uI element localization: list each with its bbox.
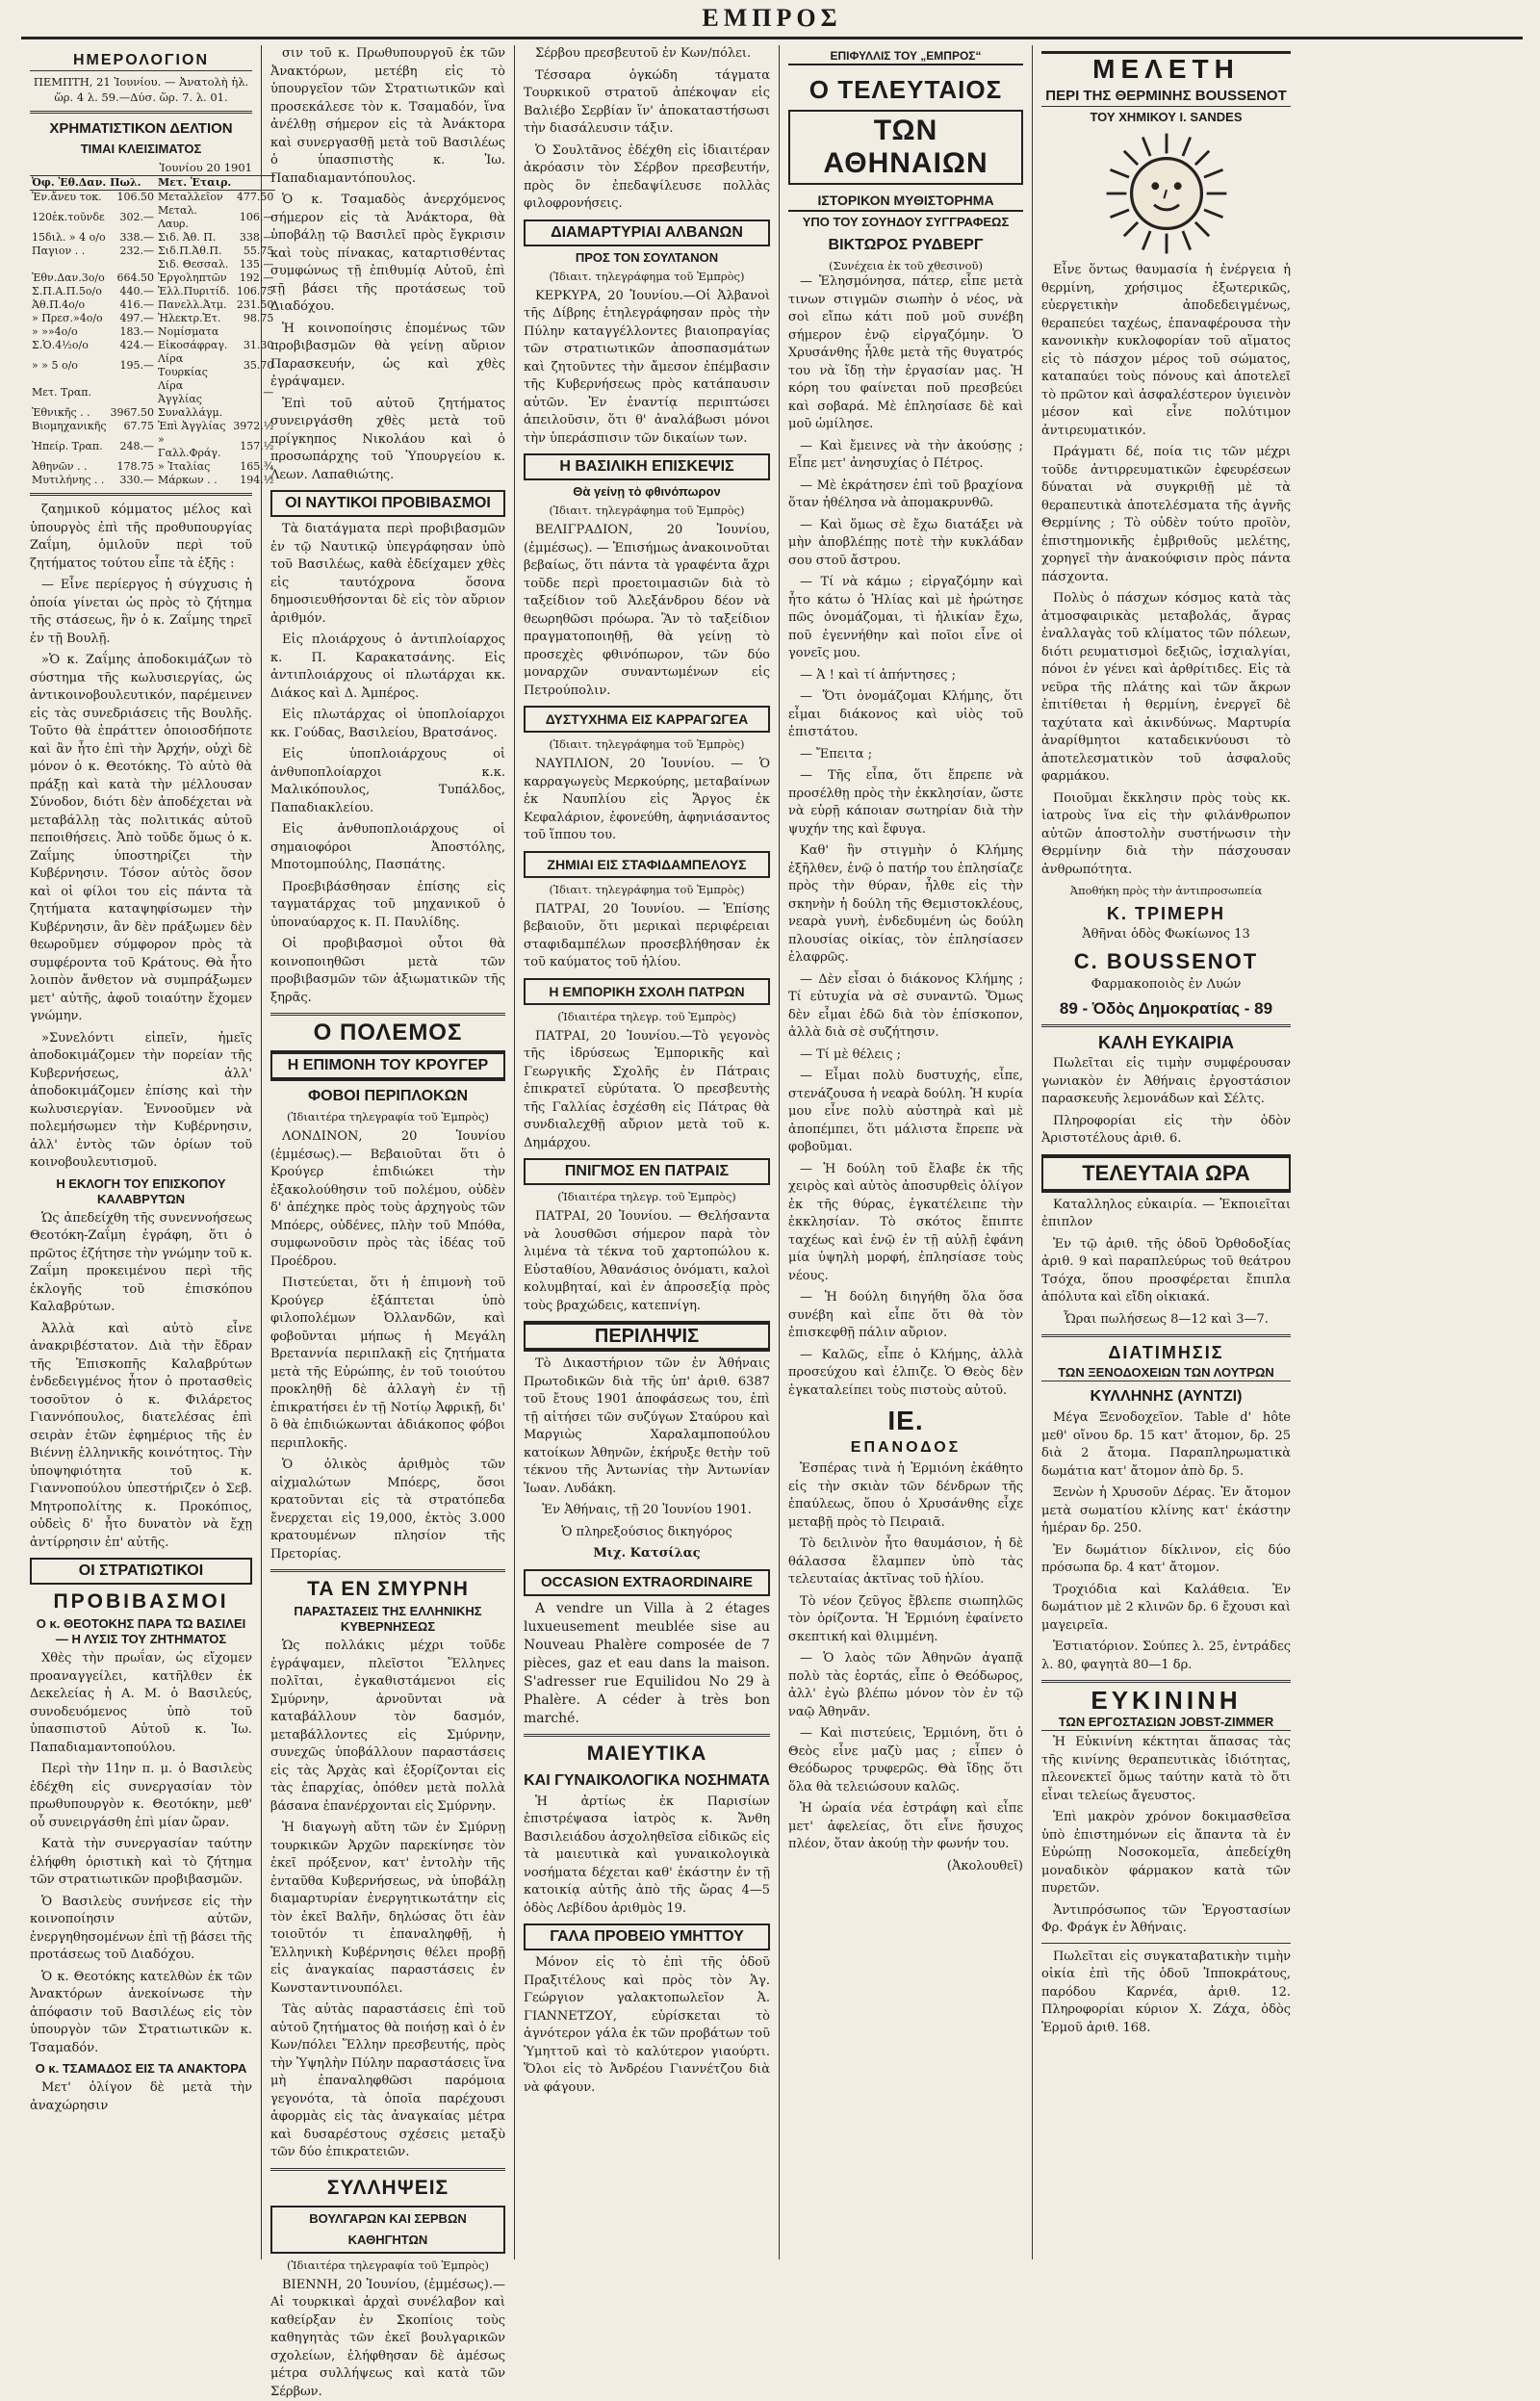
table-cell: 178.75 [108,460,156,474]
table-cell: 416.— [108,298,156,312]
headline-boxed: ΟΙ ΝΑΥΤΙΚΟΙ ΠΡΟΒΙΒΑΣΜΟΙ [270,490,505,517]
table-cell: » Γαλλ.Φράγ. [156,433,231,460]
table-header: Μετ. Ἑταιρ. [156,176,275,191]
article-paragraph: Ὁ Βασιλεὺς συνήνεσε εἰς τὴν κοινοποίησιν αὐτῶν, ἐνεργηθησομένων ἐπὶ τῇ βάσει τῆς προτάσεως τοῦ Διαδόχου. [30,1894,252,1965]
ad-subtitle: ΤΩΝ ΕΡΓΟΣΤΑΣΙΩΝ JOBST-ZIMMER [1041,1715,1291,1731]
headline-boxed: Η ΕΜΠΟΡΙΚΗ ΣΧΟΛΗ ΠΑΤΡΩΝ [524,978,770,1005]
article-paragraph: Τέσσαρα ὀγκώδη τάγματα Τουρκικοῦ στρατοῦ ἀπέκοψαν εἰς Βαλιέβο Σερβίαν ἵν' ἀποκαταστήσωσι τὴν διασάλευσιν τάξιν. [524,67,770,139]
headline: ΜΑΙΕΥΤΙΚΑ [524,1743,770,1766]
article-paragraph: ΚΕΡΚΥΡΑ, 20 Ἰουνίου.—Οἱ Ἀλβανοὶ τῆς Δίβρης ἐτηλεγράφησαν πρὸς τὴν Πύλην καταγγέλλοντες βιαιοπραγίας τῶν στρατιωτικῶν ἀποσπασμάτων καὶ ζητοῦντες τὴν ἄμεσον ἐπέμβασιν τῆς Κυβερνήσεως πρὸς κατάπαυσιν αὐτῶν. Ἐν ἐναντίᾳ περιπτώσει ἀπειλοῦσιν, ὅτι θ' ἀναλάβωσι μόνοι τὴν ὑπεράσπισιν τῶν δικαίων των. [524,288,770,449]
article-paragraph: Εἰς πλωτάρχας οἱ ὑποπλοίαρχοι κκ. Γούδας, Βασιλείου, Βρατσάνος. [270,707,505,742]
table-row [30,271,275,285]
table-cell: Ἠπείρ. Τραπ. [30,433,108,460]
subheadline: ΠΑΡΑΣΤΑΣΕΙΣ ΤΗΣ ΕΛΛΗΝΙΚΗΣ ΚΥΒΕΡΝΗΣΕΩΣ [270,1604,505,1635]
article-paragraph: ΠΑΤΡΑΙ, 20 Ἰουνίου. — Ἐπίσης βεβαιοῦν, ὅτι μερικαὶ περιφέρειαι σταφιδαμπέλων προσεβλήθησαν ἐκ τοῦ καύματος τοῦ ἡλίου. [524,901,770,972]
table-cell: 35.70 [231,352,275,379]
calendar-title: ΗΜΕΡΟΛΟΓΙΟΝ [30,51,252,71]
serial-paragraph: — Ἑλησμόνησα, πάτερ, εἶπε μετὰ τινων στιγμῶν σιωπὴν ὁ νέος, νὰ σοὶ εἴπω κάτι ποῦ μοῦ συνέβη σήμερον ἐνῷ εἰργαζόμην. Ὁ Χρυσάνθης ἦλθε μετὰ τῆς θυγατρός του νὰ ἴδῃ τὴν ἐργασίαν μας. Ἡ κόρη του φαίνεται ποῦ πρεσβεύει καὶ σοβαρά. Μὲ ἐπλησίασε δὲ καὶ μοῦ ὡμίλησε. [788,273,1023,434]
table-cell: 157.½ [231,433,275,460]
ad-paragraph: Πράγματι δέ, ποία τις τῶν μέχρι τοῦδε ἀντιρρευματικῶν ἐφευρέσεων δύναται νὰ συγκριθῇ μὲ τὰ θεραπευτικὰ ἀποτελέσματα τῆς ἁγνῆς Θερμίνης ; Τὸ οὐδὲν τούτο προϊὸν, ἐπιστημονικῆς ἐμβριθοῦς μελέτης, χορηγεῖ τὴν ἀνακούφισιν πρὸς πάντα πάσχοντα. [1041,444,1291,586]
article-paragraph: Τὰς αὐτὰς παραστάσεις ἐπὶ τοῦ αὐτοῦ ζητήματος θὰ ποιήσῃ καὶ ὁ ἐν Κων/πόλει Ἕλλην πρεσβευτής, πρὸς τὴν Ὑψηλὴν Πύλην παραστάσεις ἵνα μὴ ἐπαναληφθῶσι παρόμοια γεγονότα, τὰ ὁποῖα παρέχουσι ἀφορμὰς εἰς τὰς ἀναγκαίας μέτρα καὶ δυσαρέστους σχέσεις μεταξὺ τῶν δύο ἐπικρατειῶν. [270,2001,505,2162]
table-cell: 440.— [108,285,156,298]
ad-paragraph: Πληροφορίαι εἰς τὴν ὁδὸν Ἀριστοτέλους ἀριθ. 6. [1041,1113,1291,1149]
ad-subtitle: ΤΟΥ ΧΗΜΙΚΟΥ Ι. SANDES [1041,110,1291,125]
table-cell: 120ἑκ.τοῦνδε [30,204,108,231]
ad-subtitle: ΠΕΡΙ ΤΗΣ ΘΕΡΜΙΝΗΣ BOUSSENOT [1041,87,1291,107]
article-paragraph: Ἐπὶ τοῦ αὐτοῦ ζητήματος συνειργάσθη χθὲς μετὰ τοῦ πρίγκηπος Νικολάου καὶ ὁ προσωπάρχης τοῦ Ὑπουργείου κ. Λεων. Λαπαθιώτης. [270,396,505,485]
article-paragraph: Εἰς πλοιάρχους ὁ ἀντιπλοίαρχος κ. Π. Καρακατσάνης. Εἰς ἀντιπλοιάρχους οἱ πλωτάρχαι κκ. Διάκος καὶ Δ. Ἀμπέρος. [270,632,505,703]
subheadline: ΠΡΟΣ ΤΟΝ ΣΟΥΛΤΑΝΟΝ [524,250,770,266]
chapter-title: ΕΠΑΝΟΔΟΣ [788,1438,1023,1458]
divider [1041,1943,1291,1944]
column-3 [515,45,780,2259]
financial-subtitle: ΤΙΜΑΙ ΚΛΕΙΣΙΜΑΤΟΣ [30,142,252,157]
divider [1041,1680,1291,1683]
headline-boxed: ΔΙΑΜΑΡΤΥΡΙΑΙ ΑΛΒΑΝΩΝ [524,219,770,246]
table-cell: 183.— [108,325,156,339]
table-cell: 31.30 [231,339,275,352]
divider [1041,1024,1291,1027]
table-cell: Ἀθ.Π.4ο/ο [30,298,108,312]
serial-paragraph: Ἡ ὡραία νέα ἐστράφη καὶ εἶπε μετ' ἀφελείας, ὅτι εἶνε ἤσυχος πλέον, ὅταν ἀκούῃ τὴν φωνήν του. [788,1800,1023,1854]
ad-title: ΚΑΛΗ ΕΥΚΑΙΡΙΑ [1041,1033,1291,1052]
ad-paragraph: Μέγα Ξενοδοχεῖον. Table d' hôte μεθ' οἴνου δρ. 15 κατ' ἄτομον, δρ. 25 διὰ 2 ἄτομα. Παραπληρωματικὰ δωμάτια κατ' ἄτομον ἀπὸ δρ. 5. [1041,1409,1291,1481]
table-cell: Μυτιλήνης . . [30,474,108,487]
article-paragraph: Ἡ διαγωγὴ αὕτη τῶν ἐν Σμύρνῃ τουρκικῶν Ἀρχῶν παρεκίνησε τὸν ἐκεῖ πρόξενον, κατ' ἐντολὴν τῆς ἐνταῦθα Κυβερνήσεως, νὰ ὑποβάλῃ διαμαρτυρίαν ἐνεργητικωτάτην εἰς τὸν ἐκεῖ Βαλῆν, δηλώσας ὅτι ἐὰν τοιοῦτόν τι ἐπαναληφθῇ, ἡ Ἑλληνικὴ Κυβέρνησις θέλει προβῇ εἰς ἀναγκαίας παραστάσεις ἐν Κωνσταντινουπόλει. [270,1820,505,1998]
ad-title: ΕΥΚΙΝΙΝΗ [1041,1689,1291,1712]
table-row [30,474,275,487]
serial-paragraph: Τὸ νέον ζεῦγος ἔβλεπε σιωπηλῶς τὸν ὁρίζοντα. Ἡ Ἑρμιόνη ἐφαίνετο σκεπτική καὶ θλιμμένη. [788,1593,1023,1647]
table-row [30,420,275,433]
table-header: Ὀφ. Ἐθ.Δαν. Πωλ. [30,176,156,191]
headline-boxed: ΖΗΜΙΑΙ ΕΙΣ ΣΤΑΦΙΔΑΜΠΕΛΟΥΣ [524,851,770,878]
table-cell: 106.50 [108,191,156,205]
serial-paragraph: Τὸ δειλινὸν ἦτο θαυμάσιον, ἡ δὲ θάλασσα ἔλαμπεν ὑπὸ τὰς τελευταίας ἀκτῖνας τοῦ ἡλίου. [788,1536,1023,1589]
table-cell: Ἐργοληπτῶν [156,271,231,285]
column-5 [1033,45,1299,2259]
headline-boxed: Η ΒΑΣΙΛΙΚΗ ΕΠΙΣΚΕΨΙΣ [524,453,770,480]
article-paragraph: Ὁ πληρεξούσιος δικηγόρος [524,1524,770,1542]
column-4 [780,45,1033,2259]
serial-paragraph: — Δὲν εἶσαι ὁ διάκονος Κλήμης ; Τί εὐτυχία νὰ σὲ συναντῶ. Ὅμως δὲν εἶμαι ἐδῶ διὰ τὸν ἐπίσκοπον, ἀλλὰ διὰ σὲ συζήτησιν. [788,971,1023,1043]
table-cell: 338.— [108,231,156,245]
serial-paragraph: — Εἶμαι πολὺ δυστυχής, εἶπε, στενάζουσα ἡ νεαρὰ δούλη. Ἡ κυρία μου εἶνε πολὺ αὐστηρὰ καὶ μὲ ἀποπέμπει, ὅτι μάλιστα ἔπρεπε νὰ φοβοῦμαι. [788,1068,1023,1157]
table-cell: Σιδ. Θεσσαλ. [156,258,231,271]
serial-paragraph: — Ἡ δούλη τοῦ ἔλαβε ἐκ τῆς χειρὸς καὶ αὐτὸς ἀποσυρθεὶς ὀλίγον ἐκ τῆς θύρας, ἐγκατέλειπε τὴν ἐκκλησίαν. Τὸ σκότος ἔπιπτε ταχέως καὶ ἐνῷ ἐν τῇ αὐλῇ ἐφάνη μία ὑψηλὴ μορφή, ἐπλησίασε τοὺς νέους. [788,1161,1023,1286]
table-cell [108,379,156,406]
table-cell: Νομίσματα [156,325,231,339]
article-paragraph: σιν τοῦ κ. Πρωθυπουργοῦ ἐκ τῶν Ἀνακτόρων, μετέβη εἰς τὸ ὑπουργεῖον τῶν Στρατιωτικῶν καὶ προσεκάλεσε τὸν κ. Τσαμαδόν, ἵνα ἀνέλθῃ σήμερον εἰς τὰ Ἀνάκτορα καὶ συνεργασθῇ μετὰ τοῦ Βασιλέως ὁ ὑπασπιστὴς κ. Ἰω. Παπαδιαμαντόπουλος. [270,45,505,188]
table-row [30,379,275,406]
article-paragraph: ΛΟΝΔΙΝΟΝ, 20 Ἰουνίου (ἐμμέσως).— Βεβαιοῦται ὅτι ὁ Κρούγερ ἐπιδιώκει τὴν ἐξακολούθησιν τοῦ πολέμου, οὐδὲν δ' ἀπέχηκε πρὸς τοὺς ἀρχηγοὺς τῶν Μπόερς, οὐδένες, πλὴν τοῦ Μπόθα, συμφωνοῦσιν πρὸς τὰς ἰδέας τοῦ Προέδρου. [270,1128,505,1271]
table-cell: Λίρα Ἀγγλίας [156,379,231,406]
table-cell [108,258,156,271]
table-row [30,433,275,460]
table-row [30,245,275,258]
ad-brand: C. BOUSSENOT [1041,950,1291,973]
ad-paragraph: Εἶνε ὅντως θαυμασία ἡ ἐνέργεια ἡ θερμίνη, χρήσιμος ἐξωτερικῶς, εὐεργετικὴν ἀποδεδειγμένως, θεραπεύει ταχέως, ἐπαναφέρουσα τὴν κανονικὴν κυκλοφορίαν τοῦ αἵματος εἰς τὸ πάσχον μέρος τοῦ σώματος, καταπαύει τοὺς πόνους καὶ ἀποτελεῖ τὸ πρῶτον καὶ ἀσφαλέστερον ὑγιεινὸν μέσον καὶ εἶνε πολύτιμον ἀντιρευματικόν. [1041,262,1291,440]
article-paragraph: Εἰς ὑποπλοιάρχους οἱ ἀνθυποπλοίαρχοι κ.κ. Μαλικόπουλος, Τυπάλδος, Παπαδιακλείου. [270,746,505,817]
market-table [30,175,275,487]
table-row [30,312,275,325]
ad-name: Κ. ΤΡΙΜΕΡΗ [1041,904,1291,923]
table-cell: » »»4ο/ο [30,325,108,339]
table-cell: Σιδ. Ἀθ. Π. [156,231,231,245]
ad-paragraph: Ἐν δωμάτιον δίκλινον, εἰς δύο πρόσωπα δρ. 4 κατ' ἄτομον. [1041,1542,1291,1578]
table-cell: 55.75 [231,245,275,258]
table-cell: » Πρεσ.»4ο/ο [30,312,108,325]
table-row [30,352,275,379]
table-cell: » Ἰταλίας [156,460,231,474]
table-cell: Σιδ.Π.Ἀθ.Π. [156,245,231,258]
article-paragraph: »Συνελόντι εἰπεῖν, ἡμεῖς ἀποδοκιμάζομεν τὴν πορείαν τῆς Κυβερνήσεως, ἀλλ' ἀποδοκιμάζομεν ἐπίσης καὶ τὴν κωλυσιεργίαν. Ἐννοοῦμεν νὰ πολεμήσωμεν τὴν Κυβέρνησιν, ἀλλ' ἐντὸς τῶν ὁρίων τοῦ κοινοβουλευτισμοῦ. [30,1030,252,1173]
headline-boxed: ΠΕΡΙΛΗΨΙΣ [524,1321,770,1352]
article-paragraph: Πιστεύεται, ὅτι ἡ ἐπιμονὴ τοῦ Κρούγερ ἐξάπτεται ὑπὸ φιλοπολέμων Ὀλλανδῶν, καὶ φοβοῦνται μήπως ἡ Μεγάλη Βρεταννία περιπλακῇ εἰς ζητήματα μετὰ τῆς Εὐρώπης, ἐν τοῦ τοιούτου προκληθῇ δὲ ἀλλαγὴ ἐν τῇ ἐπικρατήσει ἐν τῇ Νοτίῳ Ἀφρικῇ, δι' ὃ θὰ ἐπιδιώκωνται ἀδιάκοπος φόβοι περιπλοκῆς. [270,1275,505,1453]
table-cell: Σ.Ὁ.4½ο/ο [30,339,108,352]
serial-paragraph: — Ἡ δούλη διηγήθη ὅλα ὅσα συνέβη καὶ εἶπε ὅτι θὰ τὸν ἐπισκεφθῇ πάλιν αὔριον. [788,1289,1023,1343]
ad-paragraph: Ποιοῦμαι ἔκκλησιν πρὸς τοὺς κκ. ἰατροὺς ἵνα εἰς τὴν φιλάνθρωπον αὐτῶν ἀποστολὴν συστήνωσιν τὴν Θερμίνην διὰ τὴν πάσχουσαν ἀνθρωπότητα. [1041,790,1291,880]
table-cell: » » 5 ο/ο [30,352,108,379]
table-cell: 195.— [108,352,156,379]
ad-address: Φαρμακοποιὸς ἐν Λυών [1041,976,1291,994]
serial-paragraph: — Καὶ ἔμεινες νὰ τὴν ἀκούσῃς ; Εἶπε μετ' ἀνησυχίας ὁ Πέτρος. [788,438,1023,474]
serial-paragraph: Καθ' ἣν στιγμὴν ὁ Κλήμης ἐξῆλθεν, ἐνῷ ὁ πατήρ του ἐπλησίαζε πρὸς τὴν θύραν, ἦλθε εἰς τὴν σκηνὴν ἡ δούλη τῆς Θεμιστοκλέους, νεαρὰ γυνὴ, ἐνδεδυμένη ὡς δούλη πλουσίας οἰκίας, τὸν ἐπλησίασεν ἐλαφρῶς. [788,842,1023,968]
article-paragraph: — Εἶνε περίεργος ἡ σύγχυσις ἡ ὁποία γίνεται ὡς πρὸς τὸ ζήτημα τῆς στάσεως, ἣν ὁ κ. Ζαΐμης τηρεῖ ἐν τῇ Βουλῇ. [30,577,252,648]
article-paragraph: ΒΙΕΝΝΗ, 20 Ἰουνίου, (ἐμμέσως).— Αἱ τουρκικαὶ ἀρχαὶ συνέλαβον καὶ καθείρξαν ἐν Σκοπίοις τοὺς καθηγητὰς τῶν ἐκεῖ βουλγαρικῶν σχολείων, ἐλήφθησαν δὲ ἀμέσως μέτρα συλλήψεως καὶ κατὰ τῶν Σέρβων. [270,2277,505,2401]
table-cell: Μάρκων . . [156,474,231,487]
article-paragraph: ΠΑΤΡΑΙ, 20 Ἰουνίου.—Τὸ γεγονὸς τῆς ἱδρύσεως Ἐμπορικῆς καὶ Γεωργικῆς Σχολῆς ἐν Πάτραις ἐπικρατεῖ εὐρύτατα. Ὁ πρεσβευτὴς τῆς Γαλλίας ἐσχέσθη εἰς Πάτρας θὰ συνδιαλεχθῇ αὔριον μετὰ τοῦ κ. Δημάρχου. [524,1028,770,1153]
ad-subtitle: ΤΩΝ ΞΕΝΟΔΟΧΕΙΩΝ ΤΩΝ ΛΟΥΤΡΩΝ [1041,1365,1291,1381]
subheadline: ΦΟΒΟΙ ΠΕΡΙΠΛΟΚΩΝ [270,1087,505,1106]
telegram-source: (Ἰδιαιτ. τηλεγράφημα τοῦ Ἐμπρὸς) [524,269,770,284]
headline: ΣΥΛΛΗΨΕΙΣ [270,2177,505,2200]
serial-paragraph: Ἐσπέρας τινὰ ἡ Ἑρμιόνη ἐκάθητο εἰς τὴν σκιὰν τῶν δένδρων τῆς ἐπαύλεως, ὅπου ὁ Χρυσάνθης εἶχε μεταβῇ πρὸς τὸ Πειραιᾶ. [788,1460,1023,1532]
ad-paragraph: Ξενὼν ἡ Χρυσοῦν Δέρας. Ἐν ἄτομον μετὰ σωματίου κλίνης κατ' ἑκάστην ἡμέραν δρ. 250. [1041,1484,1291,1538]
table-cell: Μεταλ. Λαυρ. [156,204,231,231]
calendar-line: ὥρ. 4 λ. 59.—Δύσ. ὥρ. 7. λ. 01. [30,90,252,105]
table-cell: Λίρα Τουρκίας [156,352,231,379]
column-2 [262,45,515,2259]
subheadline: Θὰ γείνῃ τὸ φθινόπωρον [524,484,770,500]
table-cell: Βιομηχανικῆς [30,420,108,433]
headline: Ο ΠΟΛΕΜΟΣ [270,1021,505,1045]
article-paragraph: Σέρβου πρεσβευτοῦ ἐν Κων/πόλει. [524,45,770,64]
article-paragraph: Εἰς ἀνθυποπλοιάρχους οἱ σημαιοφόροι Ἀποστόλης, Μποτομπούλης, Πασπάτης. [270,821,505,875]
article-paragraph: ζαημικοῦ κόμματος μέλος καὶ ὑπουργὸς ἐπὶ τῆς προθυπουργίας Ζαΐμη, ὁμιλοῦν περὶ τοῦ ζητήματος τούτου εἶπε τὰ ἑξῆς : [30,502,252,573]
table-row [30,231,275,245]
serial-subtitle: ΥΠΟ ΤΟΥ ΣΟΥΗΔΟΥ ΣΥΓΓΡΑΦΕΩΣ [788,215,1023,230]
table-cell: Ἑλλ.Πυριτίδ. [156,285,231,298]
table-cell: 330.— [108,474,156,487]
headline-boxed: ΓΑΛΑ ΠΡΟΒΕΙΟ ΥΜΗΤΤΟΥ [524,1923,770,1950]
telegram-source: (Ἰδιαιτέρα τηλεγρ. τοῦ Ἐμπρὸς) [524,1189,770,1204]
table-cell: 98.75 [231,312,275,325]
article-paragraph: Ὡς ἀπεδείχθη τῆς συνεννοήσεως Θεοτόκη-Ζαΐμη ἐγράφη, ὅτι ὁ πρῶτος ἐζήτησε τὴν γνώμην τοῦ κ. Ζαΐμη προκειμένου περὶ τῆς ἐκλογῆς τοῦ ἐπισκόπου Καλαβρύτων. [30,1210,252,1317]
financial-title: ΧΡΗΜΑΤΙΣΤΙΚΟΝ ΔΕΛΤΙΟΝ [30,119,252,139]
headline-boxed: ΠΝΙΓΜΟΣ ΕΝ ΠΑΤΡΑΙΣ [524,1158,770,1185]
ad-paragraph: Ἀντιπρόσωπος τῶν Ἐργοστασίων Φρ. Φράγκ ἐν Ἀθήναις. [1041,1902,1291,1938]
telegram-source: (Ἰδιαιτ. τηλεγράφημα τοῦ Ἐμπρὸς) [524,736,770,752]
table-row [30,285,275,298]
ad-paragraph: Ἡ Εὐκινίνη κέκτηται ἅπασας τὰς τῆς κινίνης θεραπευτικὰς ἰδιότητας, πλεονεκτεῖ ὅμως ταύτην κατὰ τὸ ὅτι εἶναι τελείως ἄγευστος. [1041,1734,1291,1805]
ad-address: Ἀθῆναι ὁδὸς Φωκίωνος 13 [1041,926,1291,944]
article-paragraph: Περὶ τὴν 11ην π. μ. ὁ Βασιλεὺς ἐδέχθη εἰς συνεργασίαν τὸν πρωθυπουργὸν κ. Θεοτόκην, μεθ' οὗ συνειργάσθη ἐπὶ μίαν ὥραν. [30,1761,252,1832]
ad-paragraph: Ἑστιατόριον. Σούπες λ. 25, ἐντράδες λ. 80, φαγητὰ 80—1 δρ. [1041,1639,1291,1674]
table-cell: Συναλλάγμ. [156,406,231,420]
table-row [30,339,275,352]
table-row [30,406,275,420]
table-cell: 106.75 [231,285,275,298]
headline: Ο κ. ΤΣΑΜΑΔΟΣ ΕΙΣ ΤΑ ΑΝΑΚΤΟΡΑ [30,2061,252,2077]
table-cell: 497.— [108,312,156,325]
table-row [30,325,275,339]
table-cell: Μεταλλεῖον [156,191,231,205]
signature-name: Μιχ. Κατσίλας [524,1545,770,1563]
serial-paragraph: — Ὁ λαὸς τῶν Ἀθηνῶν ἀγαπᾷ πολὺ τὰς ἑορτάς, εἶπε ὁ Θεόδωρος, ἀλλ' ἐγὼ βλέπω μόνον τὸν ἐν τῷ ναῷ Ἀθηνᾶν. [788,1650,1023,1721]
ad-subtitle: ΚΥΛΛΗΝΗΣ (ΑΥΝΤΖΙ) [1041,1387,1291,1407]
table-cell: 194.½ [231,474,275,487]
serial-paragraph: — Καλῶς, εἶπε ὁ Κλήμης, ἀλλὰ προσεύχου καὶ ἐλπιζε. Ὁ Θεὸς δὲν ἐγκαταλείπει τοὺς πιστοὺς αὐτοῦ. [788,1347,1023,1401]
article-paragraph: Ἡ κοινοποίησις ἐπομένως τῶν προβιβασμῶν θὰ γείνῃ αὔριον Παρασκευήν, ὡς καὶ χθὲς ἐγράψαμεν. [270,321,505,392]
calendar-line: ΠΕΜΠΤΗ, 21 Ἰουνίου. — Ἀνατολὴ ἡλ. [30,74,252,90]
serial-header: ΕΠΙΦΥΛΛΙΣ ΤΟΥ „ΕΜΠΡΟΣ“ [788,48,1023,65]
table-row [30,298,275,312]
table-cell: 248.— [108,433,156,460]
ad-paragraph: Ἀποθήκη πρὸς τὴν ἀντιπροσωπεία [1041,883,1291,898]
table-cell: Παγιον . . [30,245,108,258]
table-row [30,204,275,231]
ad-paragraph: Ὧραι πωλήσεως 8—12 καὶ 3—7. [1041,1311,1291,1330]
serial-continues: (Ἀκολουθεῖ) [788,1858,1023,1876]
divider [30,111,252,114]
serial-paragraph: — Ἔπειτα ; [788,746,1023,764]
headline-boxed: ΟΙ ΣΤΡΑΤΙΩΤΙΚΟΙ [30,1558,252,1585]
table-cell: Ἐθν.Δαν.3ο/ο [30,271,108,285]
table-cell: 477.50 [231,191,275,205]
column-1 [21,45,262,2259]
headline-boxed: OCCASION EXTRAORDINAIRE [524,1569,770,1596]
headline: ΤΑ ΕΝ ΣΜΥΡΝΗ [270,1578,505,1601]
divider [270,2168,505,2171]
table-row [30,258,275,271]
table-cell: 3972.½ [231,420,275,433]
table-cell: Μετ. Τραπ. [30,379,108,406]
divider [270,1569,505,1572]
table-cell: 302.— [108,204,156,231]
table-cell: 232.— [108,245,156,258]
article-paragraph: Κατὰ τὴν συνεργασίαν ταύτην ἐλήφθη ὁριστικὴ καὶ τὸ ζήτημα τῶν στρατιωτικῶν προβιβασμῶν. [30,1836,252,1890]
table-cell: — [231,379,275,406]
article-paragraph: ΝΑΥΠΛΙΟΝ, 20 Ἰουνίου. — Ὁ καρραγωγεὺς Μερκούρης, μεταβαίνων ἐκ Ναυπλίου εἰς Ἄργος ἐκ Κεφαλάριον, ἐφονεύθη, ἀφηνιάσαντος τοῦ ἵππου του. [524,756,770,845]
article-paragraph: Ὁ ὀλικὸς ἀριθμὸς τῶν αἰχμαλώτων Μπόερς, ὅσοι κρατοῦνται εἰς τὰ στρατόπεδα ἔνερχεται εἰς 19,000, ἐκτὸς 3.000 κρατουμένων πλησίον τῆς Πρετορίας. [270,1457,505,1563]
article-paragraph: Ἀλλὰ καὶ αὐτὸ εἶνε ἀνακριβέστατον. Διὰ τὴν ἕδραν τῆς Ἐπισκοπῆς Καλαβρύτων ἐνδεδειγμένος ἦτον ὁ προτασθεὶς τοσοῦτον ὁ κ. Φιλάρετος Γιαννόπουλος, διατελέσας ἐπὶ σειρὰν ἐτῶν ἐφημέριος τῆς ἐν Βιέννῃ ἑλληνικῆς κοινότητος. Τὴν ὑποψηφιότητα τοῦ κ. Γιαννοπούλου ὑπεστήριζεν ὁ Σεβ. Μητροπολίτης κ. Προκόπιος, οὐδεὶς δ' ἦτο δυνατὸν νὰ ἔχῃ ἀντίρρησιν ἐπ' αὐτῆς. [30,1321,252,1553]
ad-title: ΜΕΛΕΤΗ [1041,51,1291,81]
ad-title: ΤΕΛΕΥΤΑΙΑ ΩΡΑ [1041,1154,1291,1193]
table-cell: Ἐπὶ Ἀγγλίας [156,420,231,433]
article-paragraph: Τὸ Δικαστήριον τῶν ἐν Ἀθήναις Πρωτοδικῶν διὰ τῆς ὑπ' ἀριθ. 6387 τοῦ ἔτους 1901 ἀποφάσεως του, ἐπὶ τῇ αἰτήσει τῶν συζύγων Σταύρου καὶ Μαργιὼς Χαραλαμποπούλου κατοίκων Ἀθηνῶν, ἐκήρυξε θετὴν τοῦ τέκνου τῆς Ἀντωνίας τὴν Ἀντωνίαν Ἰωαν. Λυδάκη. [524,1355,770,1498]
article-paragraph: Ἐν Ἀθήναις, τῇ 20 Ἰουνίου 1901. [524,1502,770,1520]
table-cell: 664.50 [108,271,156,285]
ad-title: ΔΙΑΤΙΜΗΣΙΣ [1041,1343,1291,1362]
telegram-source: (Ἰδιαιτέρα τηλεγραφία τοῦ Ἐμπρὸς) [270,2258,505,2273]
table-cell [30,258,108,271]
ad-paragraph: Ἐν τῷ ἀριθ. τῆς ὁδοῦ Ὀρθοδοξίας ἀριθ. 9 καὶ παραπλεύρως τοῦ θεάτρου Τσόχα, ὅπου προσφέρεται ἔπιπλα ἀπόλυτα καὶ εἴδη οἰκιακά. [1041,1236,1291,1307]
telegram-source: (Ἰδιαιτέρα τηλεγρ. τοῦ Ἐμπρὸς) [524,1009,770,1024]
article-paragraph: Ὡς πολλάκις μέχρι τοῦδε ἐγράψαμεν, πλεῖστοι Ἕλληνες πολῖται, ἐγκαθιστάμενοι εἰς Σμύρνην, ἀρνοῦνται νὰ καταβάλλουν τὸν δασμόν, μεταβάλλοντες εἰς Σμύρνην, συνεχῶς ὑποβάλλουν παραστάσεις εἰς τὰς Ἀρχὰς καὶ ἐξορίζονται εἰς τὰς ἐπαρχίας, ὁπόθεν μετὰ πολλὰ βάσανα ἐπανέρχονται εἰς Σμύρνην. [270,1638,505,1816]
serial-subtitle: ΙΣΤΟΡΙΚΟΝ ΜΥΘΙΣΤΟΡΗΜΑ [788,191,1023,212]
article-paragraph: ΒΕΛΙΓΡΑΔΙΟΝ, 20 Ἰουνίου, (ἐμμέσως). — Ἐπισήμως ἀνακοινοῦται βεβαίως, ὅτι πάντα τὰ γραφέντα ἄχρι τοῦδε περὶ προετοιμασιῶν διὰ τὸ ταξείδιον τοῦ Ἀλεξάνδρου δέον νὰ θεωρηθῶσι πρόωρα. Ἂν τὸ ταξείδιον πραγματοποιηθῇ, θὰ γείνῃ τὸ προσεχὲς φθινόπωρον, τῶν δύο μοναρχῶν συναντωμένων εἰς Πετρούπολιν. [524,522,770,700]
article-paragraph: Προεβιβάσθησαν ἐπίσης εἰς ταγματάρχας τοῦ μηχανικοῦ ὁ ὑποναύαρχος κ. Π. Παυλίδης. [270,879,505,933]
ad-paragraph: Πολὺς ὁ πάσχων κόσμος κατὰ τὰς ἀτμοσφαιρικὰς μεταβολάς, ἄγρας ἐναλλαγὰς τοῦ κλίματος τῶν πόλεων, διότι ρευματισμοὶ δεξιῶς, ἰσχιαλγίαι, πόνοι ἐν γένει καὶ ἀρθρίτιδες. Εἰς τὰ νεῦρα τῆς πλάτης καὶ τῶν ἄκρων ἐπιτίθεται ἡ θερμίνη, ἐνεργεῖ δὲ ταχύτατα καὶ ἀκινδύνως. Μαρτυρία ἀναρίθμητοι καταδεικνύουσι τὸ ἀποτελεσματικὸν τοῦ ἀσφαλοῦς φαρμάκου. [1041,590,1291,787]
chapter-number: ΙΕ. [788,1409,1023,1433]
divider [270,1013,505,1016]
serial-title: ΤΩΝ ΑΘΗΝΑΙΩΝ [788,110,1023,185]
subheadline: Ο κ. ΘΕΟΤΟΚΗΣ ΠΑΡΑ ΤΩ ΒΑΣΙΛΕΙ — Η ΛΥΣΙΣ ΤΟΥ ΖΗΤΗΜΑΤΟΣ [30,1616,252,1647]
table-cell: 3967.50 [108,406,156,420]
divider [524,1734,770,1737]
divider [1041,1334,1291,1337]
table-cell: 338.— [231,231,275,245]
divider [30,493,252,496]
telegram-source: (Ἰδιαιτ. τηλεγράφημα τοῦ Ἐμπρὸς) [524,882,770,897]
article-paragraph: Τὰ διατάγματα περὶ προβιβασμῶν ἐν τῷ Ναυτικῷ ὑπεγράφησαν ὑπὸ τοῦ Βασιλέως, καθὰ ἐδείχαμεν χθὲς εἰς ταυτόχρονα ὅσονα δημοσιευθήσονται δὲ εἰς τὸν αὔριον ἀριθμόν. [270,521,505,628]
table-cell: Ἠλεκτρ.Ἑτ. [156,312,231,325]
ad-paragraph: A vendre un Villa à 2 étages luxueusement meublée sise au Nouveau Phalère composée de 7 pièces, gaz et eau dans la maison. S'adresser rue Equilidou No 29 à Phalère. A céder à très bon marché. [524,1600,770,1728]
masthead: ΕΜΠΡΟΣ [21,4,1523,39]
article-paragraph: Οἱ προβιβασμοὶ οὗτοι θὰ κοινοποιηθῶσι μετὰ τῶν προβιβασμῶν τῶν ἀξιωματικῶν τῆς ξηρᾶς. [270,936,505,1007]
article-paragraph: ΠΑΤΡΑΙ, 20 Ἰουνίου. — Θελήσαντα νὰ λουσθῶσι σήμερον παρὰ τὸν λιμένα τὰ τέκνα τοῦ χαρτοπώλου κ. Εὐσταθίου, Ἀθανάσιος ὀνόματι, καλοὶ κολυμβηταί, καὶ ἐν ἀπροσεξίᾳ πρὸς τοὺς βραχώδεις, κατεπνίγη. [524,1208,770,1315]
serial-paragraph: — Ὅτι ὀνομάζομαι Κλήμης, ὅτι εἶμαι διάκονος καὶ υἱὸς τοῦ ἐπιστάτου. [788,688,1023,742]
headline-boxed: ΔΥΣΤΥΧΗΜΑ ΕΙΣ ΚΑΡΡΑΓΩΓΕΑ [524,706,770,733]
table-cell: 67.75 [108,420,156,433]
table-cell: 192.— [231,271,275,285]
telegram-source: (Ἰδιαιτέρα τηλεγραφία τοῦ Ἐμπρὸς) [270,1109,505,1124]
serial-paragraph: — Καὶ πιστεύεις, Ἑρμιόνη, ὅτι ὁ Θεὸς εἶνε μαζὺ μας ; εἶπεν ὁ Θεόδωρος τρυφερῶς. Θὰ ἴδῃς ὅτι ὅλα θὰ τελειώσουν καλῶς. [788,1725,1023,1796]
ad-paragraph: Ἐπὶ μακρὸν χρόνον δοκιμασθεῖσα ὑπὸ ἐπιστημόνων εἰς ἅπαντα τὰ ἐν Εὐρώπῃ Νοσοκομεῖα, ἀπεδείχθη μοναδικὸν φάρμακον κατὰ τῶν πυρετῶν. [1041,1809,1291,1898]
article-paragraph: Χθὲς τὴν πρωΐαν, ὡς εἴχομεν προαναγγείλει, κατῆλθεν ἐκ Δεκελείας ἡ Α. Μ. ὁ Βασιλεύς, συνοδευόμενος ὑπὸ τοῦ ὑπασπιστοῦ Αὐτοῦ κ. Ἰω. Παπαδιαμαντοπούλου. [30,1650,252,1757]
table-cell: Ἐν.ἄνευ τοκ. [30,191,108,205]
serial-paragraph: — Τί νὰ κάμω ; εἰργαζόμην καὶ ἦτο κάτω ὁ Ἡλίας καὶ μὲ ἠρώτησε πῶς ὀνομάζομαι, τὶ ἡλικίαν ἔχω, ποῦ ἐγεννήθην καὶ ποῖοι εἶνε οἱ γονεῖς μου. [788,574,1023,663]
table-row [30,191,275,205]
telegram-source: (Ἰδιαιτ. τηλεγράφημα τοῦ Ἐμπρὸς) [524,503,770,518]
ad-paragraph: Ἡ ἀρτίως ἐκ Παρισίων ἐπιστρέψασα ἰατρὸς κ. Ἄνθη Βασιλειάδου ἀσχοληθεῖσα εἰδικῶς εἰς τὰ μαιευτικὰ καὶ γυναικολογικὰ νοσήματα δέχεται καθ' ἑκάστην ἐν τῇ κατοικίᾳ αὐτῆς ἀπὸ τῆς ὥρας 4—5 ὁδὸς Λεβίδου ἀριθμὸς 19. [524,1794,770,1919]
serial-paragraph: — Καὶ ὅμως σὲ ἔχω διατάξει νὰ μὴν ἀποβλέπῃς ποτὲ τὴν κυκλάδαν σου στοῦ ἄστρου. [788,517,1023,571]
headline: ΠΡΟΒΙΒΑΣΜΟΙ [30,1590,252,1614]
ad-paragraph: Μόνον εἰς τὸ ἐπὶ τῆς ὁδοῦ Πραξιτέλους καὶ πρὸς τὸν Ἁγ. Γεώργιον γαλακτοπωλεῖον Ἀ. ΓΙΑΝΝΕΤΖΟΥ, εὑρίσκεται τὸ ἀγνότερον γάλα ἐκ τῶν προβάτων τοῦ Ὑμηττοῦ καὶ τὸ καλύτερον γιαούρτι. Ὅλοι εἰς τὸ Ἀνδρέου Γιαννέτζου διὰ νὰ φάγουν. [524,1954,770,2097]
serial-author: ΒΙΚΤΩΡΟΣ ΡΥΔΒΕΡΓ [788,236,1023,255]
columns [21,45,1523,2259]
article-paragraph: Ὁ κ. Θεοτόκης κατελθὼν ἐκ τῶν Ἀνακτόρων ἀνεκοίνωσε τὴν ἀπόφασιν τοῦ Βασιλέως εἰς τὸν ὑπουργὸν τῶν Στρατιωτικῶν κ. Τσαμαδόν. [30,1969,252,2058]
headline-boxed: Η ΕΠΙΜΟΝΗ ΤΟΥ ΚΡΟΥΓΕΡ [270,1050,505,1081]
table-cell: Ἐθνικῆς . . [30,406,108,420]
table-cell: 135.— [231,258,275,271]
table-row [30,460,275,474]
serial-continuation: (Συνέχεια ἐκ τοῦ χθεσινοῦ) [788,258,1023,273]
table-cell: Εἰκοσάφραγ. [156,339,231,352]
article-paragraph: »Ὁ κ. Ζαΐμης ἀποδοκιμάζων τὸ σύστημα τῆς κωλυσιεργίας, ὡς ἀντικοινοβουλευτικόν, παρέμεινεν εἰς τὰς συνεδριάσεις τῆς Βουλῆς. Τοῦτο θὰ ἐπράττεν ὁποιοσδήποτε καὶ ἂν ἦτο ἐπὶ τὴν Ἀρχήν, οὐχὶ δὲ μόνον ὁ κ. Θεοτόκης. Τὸ αὐτὸ θὰ πράξῃ καὶ κατὰ τὴν μέλλουσαν Σύνοδον, διότι δὲν ἀποδέχεται νὰ μεταβάλλῃ τὰς πολιτικάς αὐτοῦ πεποιθήσεις. Ἀπὸ τοῦδε ὅμως ὁ κ. Ζαΐμης ὑποστηρίζει τὴν Κυβέρνησιν. Τόσον αὐτὸς ὅσον καὶ οἱ φίλοι του εἰς πάντα τὰ ζητήματα καταψηφίσωμεν τὴν Κυβέρνησιν, ἂν δὲν πράξωμεν δὲν θεωροῦμεν σύμφορον πρὸς τὰ συμφέροντα τοῦ Κράτους. Θὰ ἦτο λοιπὸν ἄνθετον νὰ συμπράξωμεν μετ' αὐτῆς, ἀφοῦ τοιαύτην ἔχομεν γνώμην. [30,652,252,1026]
ad-address: 89 - Ὁδὸς Δημοκρατίας - 89 [1041,999,1291,1019]
article-paragraph: Ὁ Σουλτᾶνος ἐδέχθη εἰς ἰδιαιτέραν ἀκρόασιν τὸν Σέρβον πρεσβευτήν, πρὸς ὃν ἐπεδαψίλευσε πολλὰς φιλοφρονήσεις. [524,142,770,214]
serial-title: Ο ΤΕΛΕΥΤΑΙΟΣ [788,75,1023,104]
table-cell: 231.50 [231,298,275,312]
serial-paragraph: — Τῆς εἶπα, ὅτι ἔπρεπε νὰ προσέλθῃ πρὸς τὴν ἐκκλησίαν, ὥστε νὰ εὑρῇ κάποιαν σωτηρίαν διὰ τὴν ψυχήν της καὶ ἔφυγα. [788,767,1023,839]
serial-paragraph: — Μὲ ἐκράτησεν ἐπὶ τοῦ βραχίονα ὅταν ἠθέλησα νὰ ἀπομακρυνθῶ. [788,478,1023,513]
ad-paragraph: Πωλεῖται εἰς συγκαταβατικὴν τιμὴν οἰκία ἐπὶ τῆς ὁδοῦ Ἱπποκράτους, παρόδου Καρνέα, ἀριθ. 12. Πληροφορίαι κύριον Χ. Ζάχα, ὁδὸς Ἑρμοῦ ἀριθ. 168. [1041,1949,1291,2038]
headline: Η ΕΚΛΟΓΗ ΤΟΥ ΕΠΙΣΚΟΠΟΥ ΚΑΛΑΒΡΥΤΩΝ [30,1176,252,1207]
ad-paragraph: Τροχιόδια καὶ Καλάθεια. Ἐν δωμάτιον μὲ 2 κλινῶν δρ. 6 ἔχουσι καὶ μαγειρεῖα. [1041,1582,1291,1636]
table-cell: 106.— [231,204,275,231]
table-cell: Ἀθηνῶν . . [30,460,108,474]
serial-paragraph: — Τί μὲ θέλεις ; [788,1046,1023,1065]
ad-paragraph: Καταλληλος εὐκαιρία. — Ἐκποιεῖται ἐπιπλον [1041,1197,1291,1232]
serial-paragraph: — Ἀ ! καὶ τί ἀπήντησες ; [788,667,1023,685]
table-cell: 424.— [108,339,156,352]
article-paragraph: Μετ' ὀλίγον δὲ μετὰ τὴν ἀναχώρησιν [30,2079,252,2115]
table-cell: Πανελλ.Ἀτμ. [156,298,231,312]
table-cell: 165.¾ [231,460,275,474]
sun-illustration-icon [1104,131,1229,256]
ad-paragraph: Πωλεῖται εἰς τιμὴν συμφέρουσαν γωνιακὸν ἐν Ἀθήναις ἐργοστάσιον παρασκευῆς λεμονάδων καὶ Σέλτς. [1041,1055,1291,1109]
subheadline: ΚΑΙ ΓΥΝΑΙΚΟΛΟΓΙΚΑ ΝΟΣΗΜΑΤΑ [524,1771,770,1791]
headline-boxed: ΒΟΥΛΓΑΡΩΝ ΚΑΙ ΣΕΡΒΩΝ ΚΑΘΗΓΗΤΩΝ [270,2206,505,2254]
financial-date: Ἰουνίου 20 1901 [30,160,252,175]
table-cell: Σ.Π.Α.Π.5ο/ο [30,285,108,298]
article-paragraph: Ὁ κ. Τσαμαδὸς ἀνερχόμενος σήμερον εἰς τὰ Ἀνάκτορα, θὰ ὑποβάλῃ τῷ Βασιλεῖ πρὸς ἔγκρισιν καὶ τοὺς πίνακας, καταρτισθέντας συμφώνως τῇ ἐπιθυμίᾳ Αὐτοῦ, ἐπὶ τῇ βάσει τῆς προτάσεως τοῦ Διαδόχου. [270,192,505,317]
table-cell: 15διλ. » 4 ο/ο [30,231,108,245]
